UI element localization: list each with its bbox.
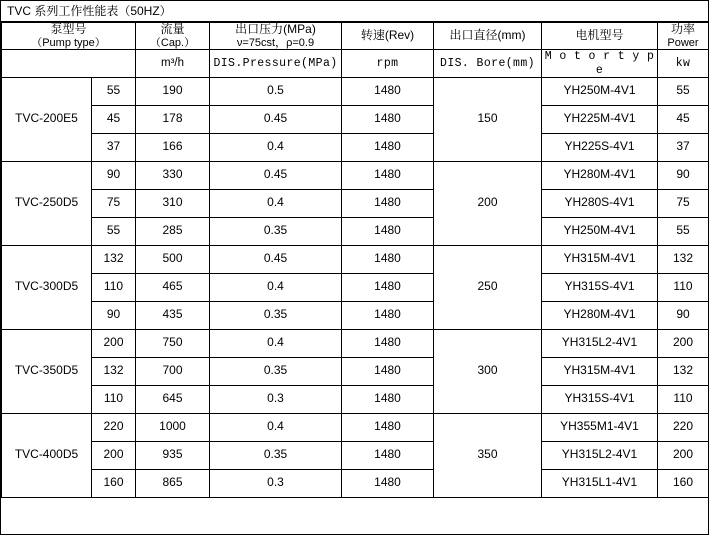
- cell-pressure: 0.35: [210, 441, 342, 469]
- cell-flow: 435: [136, 301, 210, 329]
- cell-speed: 1480: [342, 301, 434, 329]
- table-row: [2, 329, 709, 357]
- cell-motor-type: YH315L2-4V1: [542, 329, 658, 357]
- cell-motor-type: YH250M-4V1: [542, 217, 658, 245]
- table-row: [2, 161, 709, 189]
- performance-table: [1, 22, 709, 498]
- table-row: [2, 357, 709, 385]
- document-title: TVC 系列工作性能表（50HZ）: [1, 1, 708, 22]
- header-flow-cn: 流量: [160, 22, 185, 36]
- table-row: [2, 273, 709, 301]
- cell-pump-type: TVC-300D5: [2, 245, 92, 329]
- cell-motor-size: 45: [92, 105, 136, 133]
- cell-motor-type: YH315L1-4V1: [542, 469, 658, 497]
- cell-flow: 166: [136, 133, 210, 161]
- cell-motor-size: 55: [92, 77, 136, 105]
- table-row: [2, 441, 709, 469]
- cell-pressure: 0.4: [210, 273, 342, 301]
- cell-flow: 190: [136, 77, 210, 105]
- cell-motor-size: 110: [92, 385, 136, 413]
- cell-power: 110: [658, 273, 709, 301]
- unit-speed: rpm: [342, 50, 434, 77]
- cell-flow: 935: [136, 441, 210, 469]
- cell-pressure: 0.35: [210, 357, 342, 385]
- cell-motor-size: 200: [92, 441, 136, 469]
- cell-bore: 150: [434, 77, 542, 161]
- cell-pump-type: TVC-350D5: [2, 329, 92, 413]
- header-pump-type: [2, 23, 136, 50]
- cell-speed: 1480: [342, 161, 434, 189]
- header-flow-en: （Cap.）: [149, 36, 196, 49]
- cell-motor-type: YH315M-4V1: [542, 357, 658, 385]
- cell-power: 55: [658, 77, 709, 105]
- cell-flow: 750: [136, 329, 210, 357]
- cell-power: 110: [658, 385, 709, 413]
- cell-power: 90: [658, 301, 709, 329]
- table-row: [2, 105, 709, 133]
- cell-motor-size: 200: [92, 329, 136, 357]
- table-row: [2, 245, 709, 273]
- cell-power: 160: [658, 469, 709, 497]
- cell-motor-size: 75: [92, 189, 136, 217]
- table-row: [2, 413, 709, 441]
- cell-flow: 330: [136, 161, 210, 189]
- cell-flow: 865: [136, 469, 210, 497]
- cell-power: 132: [658, 245, 709, 273]
- cell-speed: 1480: [342, 133, 434, 161]
- cell-motor-type: YH250M-4V1: [542, 77, 658, 105]
- unit-bore: DIS. Bore(mm): [434, 50, 542, 77]
- cell-flow: 700: [136, 357, 210, 385]
- unit-pressure: DIS.Pressure(MPa): [210, 50, 342, 77]
- cell-motor-size: 55: [92, 217, 136, 245]
- cell-speed: 1480: [342, 357, 434, 385]
- cell-flow: 465: [136, 273, 210, 301]
- header-bore-cn: 出口直径(mm): [449, 28, 526, 43]
- cell-pressure: 0.45: [210, 105, 342, 133]
- cell-motor-type: YH315L2-4V1: [542, 441, 658, 469]
- header-motor: [542, 23, 658, 50]
- cell-power: 200: [658, 329, 709, 357]
- header-power-cn: 功率: [670, 22, 695, 36]
- cell-motor-type: YH225M-4V1: [542, 105, 658, 133]
- header-speed-cn: 转速(Rev): [360, 28, 415, 43]
- cell-pressure: 0.5: [210, 77, 342, 105]
- cell-speed: 1480: [342, 441, 434, 469]
- cell-power: 220: [658, 413, 709, 441]
- cell-speed: 1480: [342, 413, 434, 441]
- cell-bore: 200: [434, 161, 542, 245]
- cell-power: 75: [658, 189, 709, 217]
- cell-pressure: 0.35: [210, 217, 342, 245]
- cell-pump-type: TVC-250D5: [2, 161, 92, 245]
- cell-speed: 1480: [342, 385, 434, 413]
- cell-motor-size: 90: [92, 161, 136, 189]
- header-flow: [136, 23, 210, 50]
- header-pump-type-en: （Pump type）: [31, 36, 106, 49]
- cell-pump-type: TVC-200E5: [2, 77, 92, 161]
- header-power: [658, 23, 709, 50]
- cell-power: 200: [658, 441, 709, 469]
- cell-motor-size: 220: [92, 413, 136, 441]
- cell-speed: 1480: [342, 329, 434, 357]
- table-row: [2, 77, 709, 105]
- cell-flow: 500: [136, 245, 210, 273]
- cell-power: 90: [658, 161, 709, 189]
- unit-power: kw: [658, 50, 709, 77]
- cell-pressure: 0.45: [210, 245, 342, 273]
- header-speed: [342, 23, 434, 50]
- cell-motor-size: 132: [92, 357, 136, 385]
- cell-motor-type: YH315M-4V1: [542, 245, 658, 273]
- cell-pressure: 0.4: [210, 329, 342, 357]
- unit-pump-type: [2, 50, 136, 77]
- cell-speed: 1480: [342, 217, 434, 245]
- cell-motor-size: 90: [92, 301, 136, 329]
- cell-bore: 300: [434, 329, 542, 413]
- cell-pressure: 0.4: [210, 189, 342, 217]
- table-row: [2, 189, 709, 217]
- cell-motor-size: 160: [92, 469, 136, 497]
- cell-pump-type: TVC-400D5: [2, 413, 92, 497]
- cell-flow: 1000: [136, 413, 210, 441]
- cell-motor-type: YH315S-4V1: [542, 273, 658, 301]
- table-row: [2, 133, 709, 161]
- cell-motor-size: 110: [92, 273, 136, 301]
- cell-flow: 645: [136, 385, 210, 413]
- table-row: [2, 217, 709, 245]
- cell-pressure: 0.3: [210, 385, 342, 413]
- cell-power: 45: [658, 105, 709, 133]
- header-pressure-cn: 出口压力(MPa): [235, 22, 316, 36]
- cell-speed: 1480: [342, 77, 434, 105]
- unit-flow: m³/h: [136, 50, 210, 77]
- table-row: [2, 385, 709, 413]
- header-pressure: [210, 23, 342, 50]
- cell-bore: 250: [434, 245, 542, 329]
- cell-motor-type: YH280M-4V1: [542, 301, 658, 329]
- cell-pressure: 0.4: [210, 413, 342, 441]
- header-row-units: [2, 50, 709, 77]
- cell-pressure: 0.4: [210, 133, 342, 161]
- cell-flow: 178: [136, 105, 210, 133]
- cell-motor-size: 132: [92, 245, 136, 273]
- header-bore: [434, 23, 542, 50]
- cell-speed: 1480: [342, 189, 434, 217]
- cell-pressure: 0.35: [210, 301, 342, 329]
- header-pressure-condition: ν=75cst，ρ=0.9: [236, 36, 315, 49]
- header-motor-cn: 电机型号: [575, 28, 624, 43]
- unit-motor: M o t o r t y p e: [542, 50, 658, 77]
- header-pump-type-cn: 泵型号: [50, 22, 87, 36]
- cell-speed: 1480: [342, 469, 434, 497]
- cell-pressure: 0.3: [210, 469, 342, 497]
- cell-speed: 1480: [342, 245, 434, 273]
- cell-speed: 1480: [342, 105, 434, 133]
- cell-pressure: 0.45: [210, 161, 342, 189]
- cell-flow: 310: [136, 189, 210, 217]
- table-row: [2, 469, 709, 497]
- cell-power: 37: [658, 133, 709, 161]
- cell-motor-type: YH280S-4V1: [542, 189, 658, 217]
- cell-flow: 285: [136, 217, 210, 245]
- table-row: [2, 301, 709, 329]
- cell-power: 132: [658, 357, 709, 385]
- cell-power: 55: [658, 217, 709, 245]
- cell-motor-type: YH280M-4V1: [542, 161, 658, 189]
- cell-bore: 350: [434, 413, 542, 497]
- cell-motor-type: YH355M1-4V1: [542, 413, 658, 441]
- cell-speed: 1480: [342, 273, 434, 301]
- cell-motor-size: 37: [92, 133, 136, 161]
- cell-motor-type: YH225S-4V1: [542, 133, 658, 161]
- cell-motor-type: YH315S-4V1: [542, 385, 658, 413]
- header-power-en: Power: [667, 36, 699, 49]
